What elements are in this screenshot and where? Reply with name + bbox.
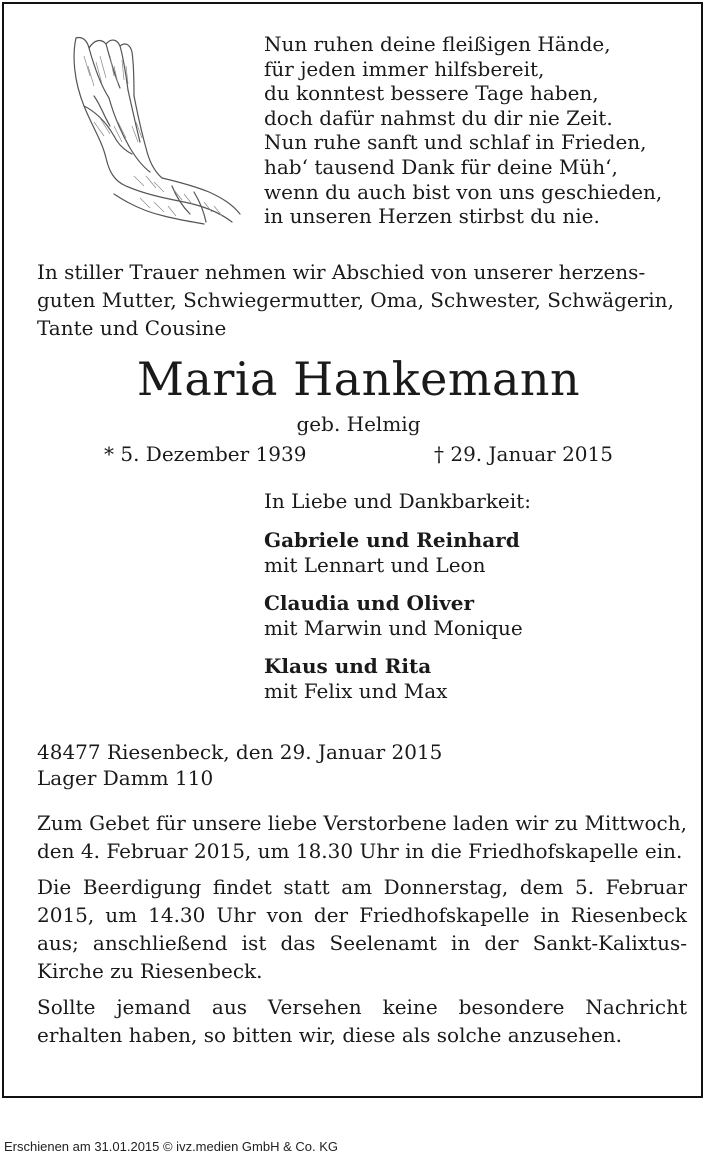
family-group	[264, 654, 694, 704]
family-group	[264, 528, 694, 578]
family-group-children: mit Lennart und Leon	[264, 553, 486, 577]
intro-text	[37, 258, 687, 342]
address-block	[37, 739, 687, 791]
birth-name: geb. Helmig	[296, 412, 421, 436]
notices	[37, 809, 687, 1057]
poem	[264, 32, 694, 229]
intro-line: guten Mutter, Schwiegermutter, Oma, Schwester, Schwägerin,	[37, 288, 674, 312]
intro-line: In stiller Trauer nehmen wir Abschied von unserer herzens-	[37, 260, 646, 284]
family-lead: In Liebe und Dankbarkeit:	[264, 489, 531, 513]
family-list	[264, 489, 694, 717]
publication-footer: Erschienen am 31.01.2015 © ivz.medien GmbH & Co. KG	[4, 1139, 339, 1154]
poem-line: in unseren Herzen stirbst du nie.	[264, 204, 600, 229]
obituary-frame	[2, 2, 703, 1098]
general-notice: Sollte jemand aus Versehen keine besondere Nachricht erhalten haben, so bitten wir, diese als solche anzusehen.	[37, 995, 687, 1047]
death-date: † 29. Januar 2015	[434, 442, 613, 466]
family-group	[264, 591, 694, 641]
praying-hands-icon	[54, 26, 244, 226]
funeral-notice: Die Beerdigung findet statt am Donnerstag, dem 5. Februar 2015, um 14.30 Uhr von der Friedhofskapelle in Riesenbeck aus; anschließend ist das Seelenamt in der Sankt-Kalixtus-Kirche zu Riesenbeck.	[37, 875, 687, 983]
place-date: 48477 Riesenbeck, den 29. Januar 2015	[37, 740, 443, 764]
family-group-names: Claudia und Oliver	[264, 591, 475, 615]
poem-line: hab‘ tausend Dank für deine Müh‘,	[264, 154, 618, 179]
poem-line: Nun ruhen deine fleißigen Hände,	[264, 32, 611, 56]
poem-line: für jeden immer hilfsbereit,	[264, 56, 545, 81]
poem-line: du konntest bessere Tage haben,	[264, 81, 599, 106]
family-group-children: mit Felix und Max	[264, 679, 448, 703]
family-group-children: mit Marwin und Monique	[264, 616, 523, 640]
poem-line: doch dafür nahmst du dir nie Zeit.	[264, 105, 613, 130]
family-group-names: Gabriele und Reinhard	[264, 528, 520, 552]
poem-line: Nun ruhe sanft und schlaf in Frieden,	[264, 130, 647, 155]
poem-line: wenn du auch bist von uns geschieden,	[264, 179, 663, 204]
deceased-name: Maria Hankemann	[136, 352, 581, 406]
family-group-names: Klaus und Rita	[264, 654, 432, 678]
birth-date: * 5. Dezember 1939	[104, 442, 307, 466]
street: Lager Damm 110	[37, 766, 214, 790]
intro-line: Tante und Cousine	[37, 316, 227, 340]
prayer-notice: Zum Gebet für unsere liebe Verstorbene laden wir zu Mittwoch, den 4. Februar 2015, um 18.30 Uhr in die Friedhofskapelle ein.	[37, 811, 687, 863]
